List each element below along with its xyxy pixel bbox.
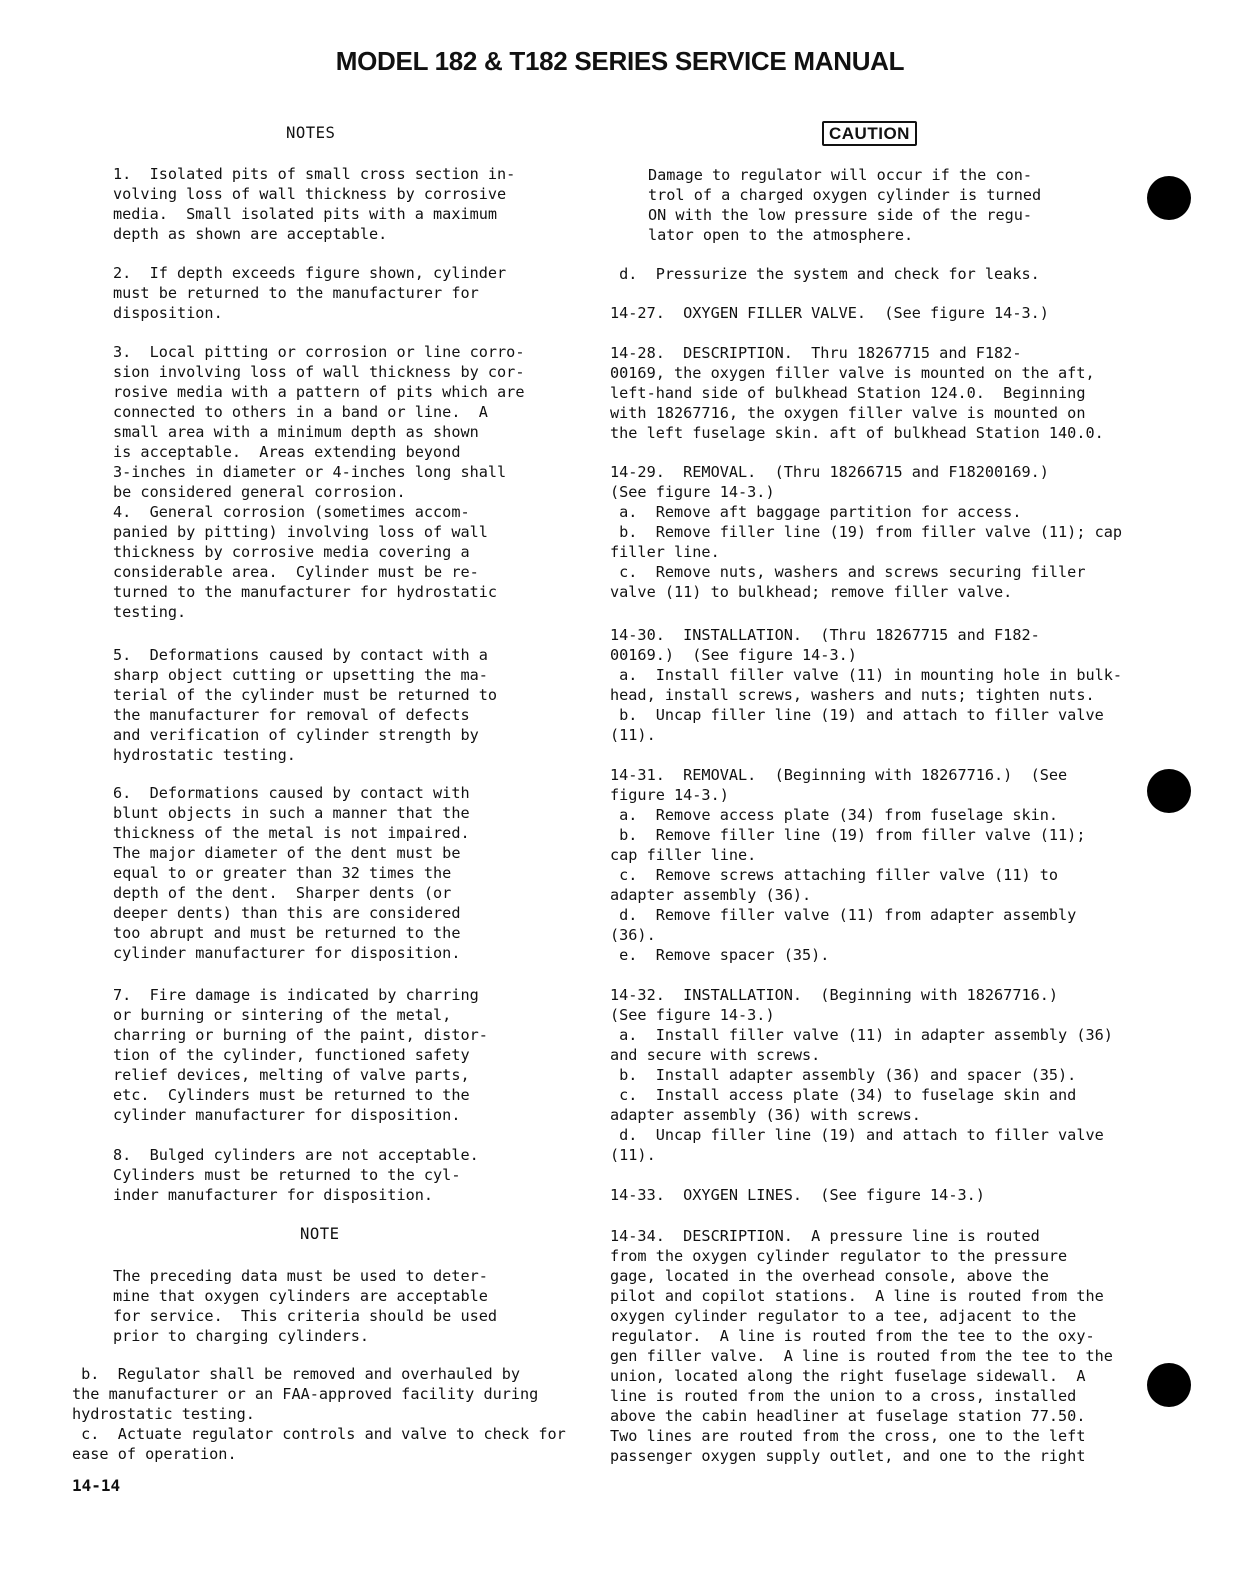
note-body: The preceding data must be used to deter- mine that oxygen cylinders are acceptable for service. This criteria should be used prior to charging cylinders. (113, 1267, 498, 1345)
section-14-30: 14-30. INSTALLATION. (Thru 18267715 and F182- 00169.) (See figure 14-3.) a. Install filler valve (11) in mounting hole in bulk- head, install screws, washers and nuts; tighten nuts. b. Uncap filler line (19) and attach to filler valve (11). (610, 626, 1123, 744)
note-8: 8. Bulged cylinders are not acceptable. Cylinders must be returned to the cyl- inder manufacturer for disposition. (113, 1146, 479, 1204)
note-6: 6. Deformations caused by contact with blunt objects in such a manner that the thickness of the metal is not impaired. The major diameter of the dent must be equal to or greater than 32 times the depth of the dent. Sharper dents (or deeper dents) than this are considered too abrupt and must be returned to the cylinder manufacturer for disposition. (113, 784, 470, 962)
section-14-34: 14-34. DESCRIPTION. A pressure line is routed from the oxygen cylinder regulator to the pressure gage, located in the overhead console, above the pilot and copilot stations. A line is routed from the oxygen cylinder regulator to a tee, adjacent to the regulator. A line is routed from the tee to the oxy- gen filler valve. A line is routed from the tee to the union, located along the right fuselage sidewall. A line is routed from the union to a cross, installed above the cabin headliner at fuselage station 77.50. Two lines are routed from the cross, one to the left passenger oxygen supply outlet, and one to the right (610, 1227, 1113, 1465)
section-14-33: 14-33. OXYGEN LINES. (See figure 14-3.) (610, 1186, 985, 1204)
caution-body: Damage to regulator will occur if the con- trol of a charged oxygen cylinder is turned ON with the low pressure side of the regu- lator open to the atmosphere. (648, 166, 1042, 244)
page-title: MODEL 182 & T182 SERIES SERVICE MANUAL (335, 46, 905, 76)
note-7: 7. Fire damage is indicated by charring or burning or sintering of the metal, charring or burning of the paint, distor- tion of the cylinder, functioned safety relief devices, melting of valve parts, etc. Cylinders must be returned to the cylinder manufacturer for disposition. (113, 986, 488, 1124)
page-number: 14-14 (72, 1476, 121, 1495)
note-2: 2. If depth exceeds figure shown, cylinder must be returned to the manufacturer for disposition. (113, 264, 507, 322)
section-14-29: 14-29. REMOVAL. (Thru 18266715 and F18200169.) (See figure 14-3.) a. Remove aft baggage partition for access. b. Remove filler line (19) from filler valve (11); cap filler line. c. Remove nuts, washers and screws securing filler valve (11) to bulkhead; remove filler valve. (610, 463, 1123, 601)
punch-hole-top (1147, 176, 1191, 220)
note-1: 1. Isolated pits of small cross section in- volving loss of wall thickness by corrosive media. Small isolated pits with a maximum depth as shown are acceptable. (113, 165, 516, 243)
step-d: d. Pressurize the system and check for leaks. (610, 265, 1040, 283)
section-14-31: 14-31. REMOVAL. (Beginning with 18267716.) (See figure 14-3.) a. Remove access plate (34) from fuselage skin. b. Remove filler line (19) from filler valve (11); cap filler line. c. Remove screws attaching filler valve (11) to adapter assembly (36). d. Remove filler valve (11) from adapter assembly (36). e. Remove spacer (35). (610, 766, 1086, 964)
note-5: 5. Deformations caused by contact with a sharp object cutting or upsetting the ma- terial of the cylinder must be returned to the manufacturer for removal of defects and verification of cylinder strength by hydrostatic testing. (113, 646, 498, 764)
procedure-steps-b-c: b. Regulator shall be removed and overhauled by the manufacturer or an FAA-approved facility during hydrostatic testing. c. Actuate regulator controls and valve to check for ease of operation. (72, 1365, 566, 1463)
punch-hole-bottom (1147, 1363, 1191, 1407)
section-14-27: 14-27. OXYGEN FILLER VALVE. (See figure 14-3.) (610, 304, 1049, 322)
caution-label: CAUTION (822, 121, 917, 146)
punch-hole-middle (1147, 769, 1191, 813)
note-heading: NOTE (300, 1225, 340, 1243)
note-3-4: 3. Local pitting or corrosion or line corro- sion involving loss of wall thickness by cor- rosive media with a pattern of pits which are connected to others in a band or line. A small area with a minimum depth as shown is acceptable. Areas extending beyond 3-inches in diameter or 4-inches long shall be considered general corrosion. 4. General corrosion (sometimes accom- panied by pitting) involving loss of wall thickness by corrosive media covering a considerable area. Cylinder must be re- turned to the manufacturer for hydrostatic testing. (113, 343, 525, 621)
section-14-32: 14-32. INSTALLATION. (Beginning with 18267716.) (See figure 14-3.) a. Install filler valve (11) in adapter assembly (36) and secure with screws. b. Install adapter assembly (36) and spacer (35). c. Install access plate (34) to fuselage skin and adapter assembly (36) with screws. d. Uncap filler line (19) and attach to filler valve (11). (610, 986, 1113, 1164)
notes-heading: NOTES (286, 124, 336, 142)
section-14-28: 14-28. DESCRIPTION. Thru 18267715 and F182- 00169, the oxygen filler valve is mounted on the aft, left-hand side of bulkhead Station 124.0. Beginning with 18267716, the oxygen filler valve is mounted on the left fuselage skin. aft of bulkhead Station 140.0. (610, 344, 1104, 442)
